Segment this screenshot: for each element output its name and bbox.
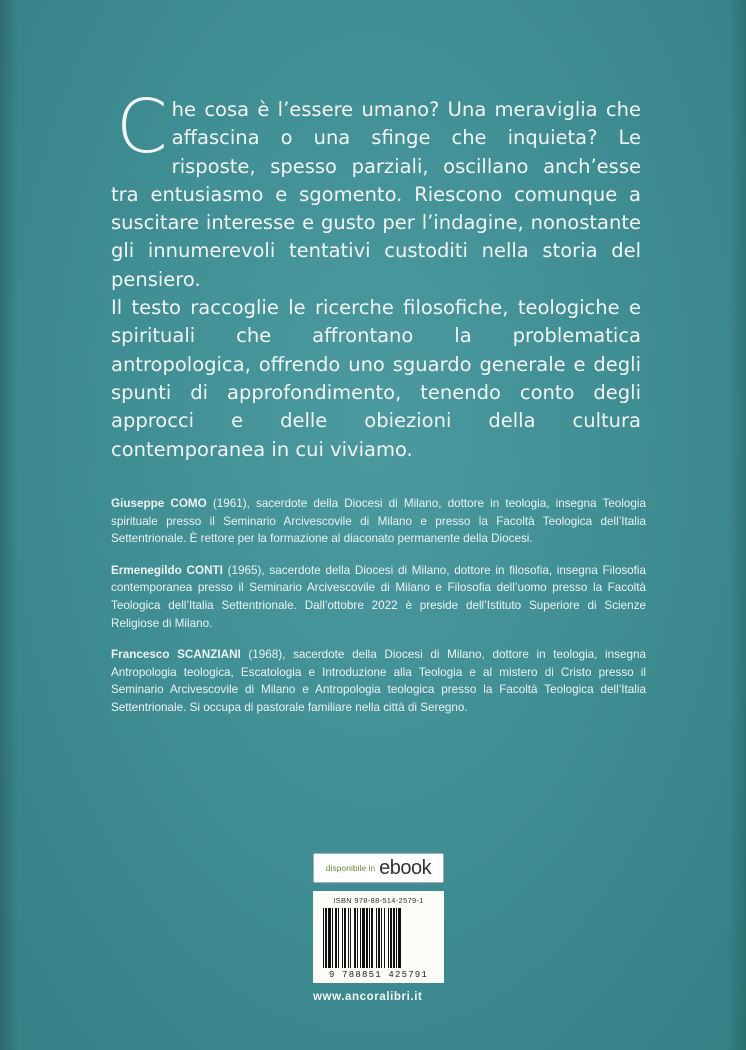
author-bio	[111, 495, 646, 548]
blurb-paragraph-1-text: he cosa è l’essere umano? Una meraviglia che affascina o una sfinge che inquieta? Le risposte, spesso parziali, oscillano anch’esse tra entusiasmo e sgomento. Riescono comunque a suscitare interesse e gusto per l’indagine, nonostante gli innumerevoli tentativi custoditi nella storia del pensiero.	[111, 98, 641, 291]
ebook-badge	[313, 853, 444, 883]
author-first-name: Francesco	[111, 648, 170, 662]
author-bio	[111, 562, 646, 632]
barcode-bars	[320, 908, 437, 968]
author-bio-text: (1961), sacerdote della Diocesi di Milano, dottore in teologia, insegna Teologia spirituale presso il Seminario Arcivescovile di Milano e presso la Facoltà Teologica dell’Italia Settentrionale. È rettore per la formazione al diaconato permanente della Diocesi.	[111, 497, 646, 546]
dropcap-letter: C	[116, 84, 168, 170]
publisher-website: www.ancoralibri.it	[313, 991, 423, 1003]
author-last-name: SCANZIANI	[177, 648, 241, 662]
author-bio	[111, 646, 646, 716]
ebook-badge-small-label: disponibile in	[325, 863, 376, 873]
author-bio-text: (1968), sacerdote della Diocesi di Milano, dottore in teologia, insegna Antropologia teologica, Escatologia e Introduzione alla Teologia e al mistero di Cristo presso il Seminario Arcivescovile di Milano e Antropologia teologica presso la Facoltà Teologica dell’Italia Settentrionale. Si occupa di pastorale familiare nella città di Seregno.	[111, 648, 646, 714]
isbn-label: ISBN 978-88-514-2579-1	[333, 896, 424, 905]
author-bio-text: (1965), sacerdote della Diocesi di Milano, dottore in filosofia, insegna Filosofia contemporanea presso il Seminario Arcivescovile di Milano e Filosofia dell’uomo presso la Facoltà Teologica dell’Italia Settentrionale. Dall’ottobre 2022 è preside dell’Istituto Superiore di Scienze Religiose di Milano.	[111, 563, 647, 630]
author-first-name: Ermenegildo	[111, 563, 182, 577]
author-last-name: CONTI	[186, 563, 223, 577]
barcode-digits: 9 788851 425791	[328, 970, 428, 980]
ebook-badge-label: ebook	[379, 856, 432, 879]
isbn-barcode	[313, 891, 444, 983]
author-last-name: COMO	[170, 497, 207, 510]
cover-blurb	[111, 84, 641, 464]
author-first-name: Giuseppe	[111, 497, 165, 510]
author-bios	[111, 495, 646, 731]
blurb-paragraph-2: Il testo raccoglie le ricerche filosofiche, teologiche e spirituali che affrontano la problematica antropologica, offrendo uno sguardo generale e degli spunti di approfondimento, tenendo conto degli approcci e delle obiezioni della cultura contemporanea in cui viviamo.	[111, 296, 641, 461]
blurb-paragraph-1	[111, 84, 641, 294]
